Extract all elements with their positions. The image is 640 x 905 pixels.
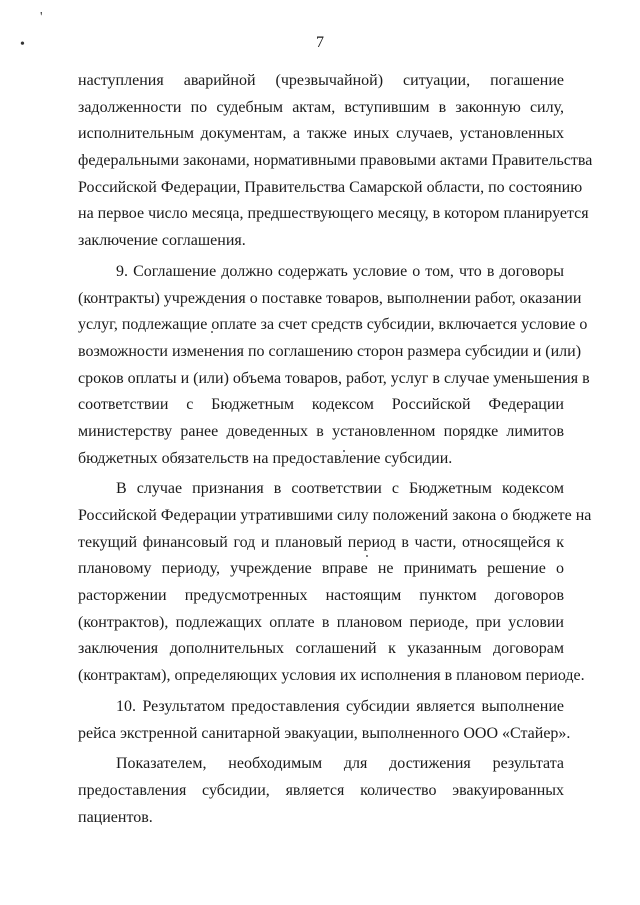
text-line: Показателем, необходимым для достижения результата [116,755,564,773]
text-line: рейса экстренной санитарной эвакуации, выполненного ООО «Стайер». [78,724,571,742]
text-line: бюджетных обязательств на предоставление субсидии. [78,449,453,467]
text-line: плановому периоду, учреждение вправе не принимать решение о [78,560,564,578]
text-line: исполнительным документам, а также иных случаев, установленных [78,125,564,143]
text-line: заключение соглашения. [78,232,246,250]
text-line: на первое число месяца, предшествующего месяцу, в котором планируется [78,205,589,223]
text-line: сроков оплаты и (или) объема товаров, работ, услуг в случае уменьшения в [78,369,590,387]
text-line: соответствии с Бюджетным кодексом Российской Федерации [78,396,564,414]
text-line: предоставления субсидии, является количество эвакуированных [78,781,564,799]
scan-mark: ' [40,10,43,25]
paragraph-9 [78,259,590,473]
document-body [78,68,593,831]
text-line: услуг, подлежащие оплате за счет средств субсидии, включается условие о [78,316,588,334]
scan-mark: • [20,37,25,52]
text-line: задолженности по судебным актам, вступившим в законную силу, [78,98,564,116]
paragraph-continuation [78,68,593,255]
text-line: 10. Результатом предоставления субсидии является выполнение [116,697,564,715]
text-line: заключения дополнительных соглашений к указанным договорам [78,640,564,658]
text-line: (контрактам), определяющих условия их исполнения в плановом периоде. [78,667,585,685]
text-line: текущий финансовый год и плановый период в части, относящейся к [78,533,564,551]
text-line: (контракты) учреждения о поставке товаров, выполнении работ, оказании [78,289,582,307]
text-line: (контрактов), подлежащих оплате в плановом периоде, при условии [78,613,564,631]
paragraph-recognition [78,476,592,690]
text-line: Российской Федерации утратившими силу положений закона о бюджете на [78,507,592,524]
paragraph-indicator [78,751,564,831]
text-line: расторжении предусмотренных настоящим пунктом договоров [78,587,564,605]
text-line: 9. Соглашение должно содержать условие о том, что в договоры [116,262,564,280]
text-line: возможности изменения по соглашению сторон размера субсидии и (или) [78,342,582,360]
text-line: федеральными законами, нормативными правовыми актами Правительства [78,152,593,170]
text-line: В случае признания в соответствии с Бюджетным кодексом [116,480,564,498]
page-number: 7 [316,34,324,51]
text-line: Российской Федерации, Правительства Самарской области, по состоянию [78,178,583,196]
text-line: наступления аварийной (чрезвычайной) ситуации, погашение [78,72,564,89]
text-line: министерству ранее доведенных в установленном порядке лимитов [78,422,564,440]
paragraph-10 [78,694,571,747]
text-line: пациентов. [78,808,153,826]
